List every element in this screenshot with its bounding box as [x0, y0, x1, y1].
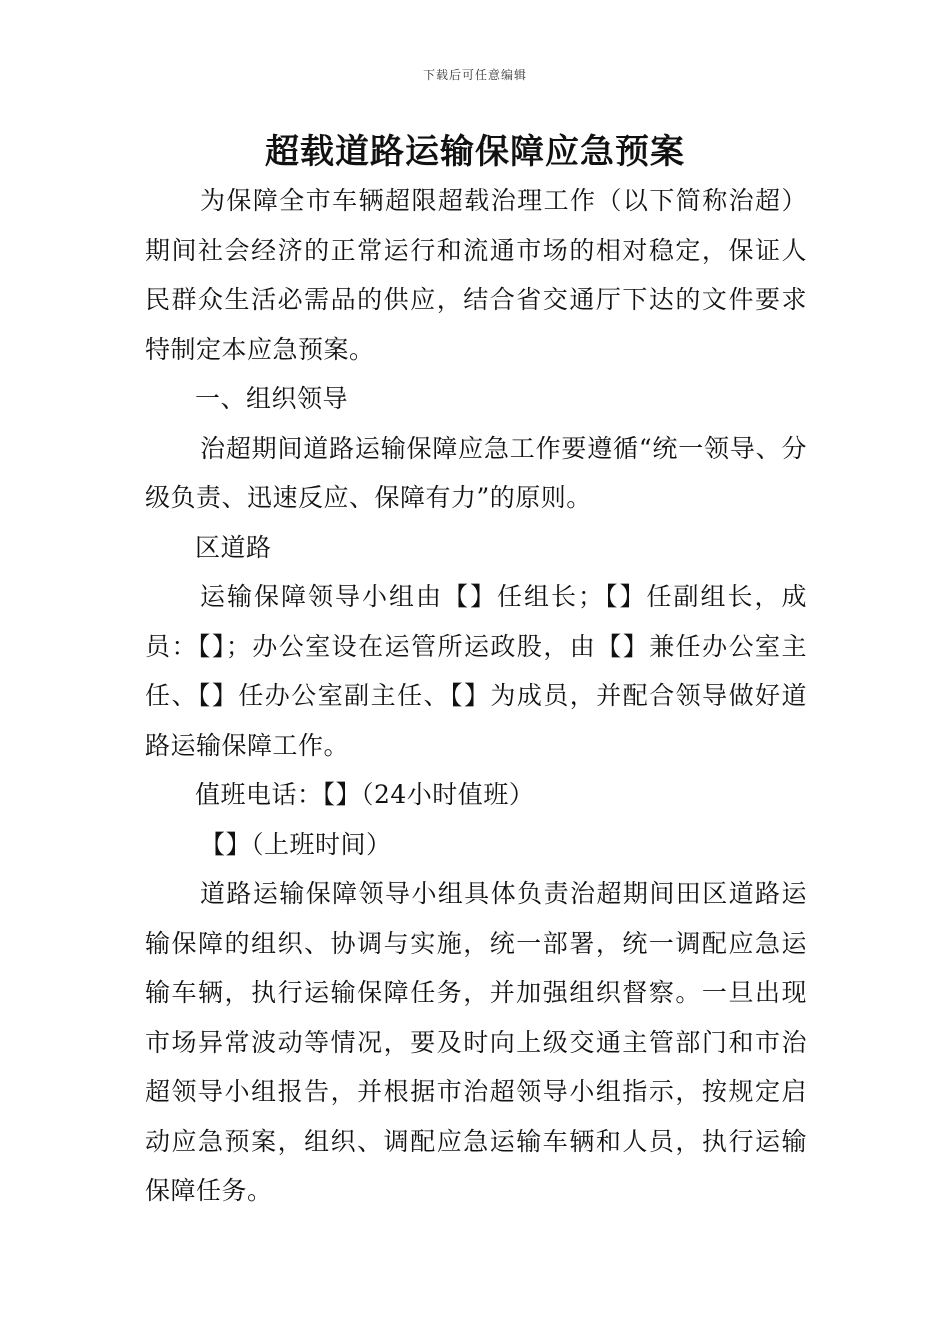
district-road-line: 区道路	[195, 532, 272, 562]
section-heading-organization: 一、组织领导	[195, 384, 349, 413]
principle-paragraph: 治超期间道路运输保障应急工作要遵循“统一领导、分级负责、迅速反应、保障有力”的原则。	[145, 433, 807, 512]
document-title: 超载道路运输保障应急预案	[265, 132, 685, 172]
document-body	[145, 176, 807, 1216]
office-hours-line: 【】（上班时间）	[200, 829, 392, 859]
page-header-note: 下载后可任意编辑	[422, 68, 527, 82]
leadership-group-paragraph: 运输保障领导小组由【】任组长；【】任副组长，成员：【】；办公室设在运管所运政股，由【】兼任办公室主任、【】任办公室副主任、【】为成员，并配合领导做好道路运输保障工作。	[145, 582, 807, 760]
duty-phone-line: 值班电话：【】（24小时值班）	[195, 780, 535, 809]
intro-paragraph: 为保障全市车辆超限超载治理工作（以下简称治超）期间社会经济的正常运行和流通市场的相对稳定，保证人民群众生活必需品的供应，结合省交通厅下达的文件要求特制定本应急预案。	[145, 186, 807, 364]
responsibilities-paragraph: 道路运输保障领导小组具体负责治超期间田区道路运输保障的组织、协调与实施，统一部署，统一调配应急运输车辆，执行运输保障任务，并加强组织督察。一旦出现市场异常波动等情况，要及时向上级交通主管部门和市治超领导小组报告，并根据市治超领导小组指示，按规定启动应急预案，组织、调配应急运输车辆和人员，执行运输保障任务。	[145, 879, 807, 1205]
